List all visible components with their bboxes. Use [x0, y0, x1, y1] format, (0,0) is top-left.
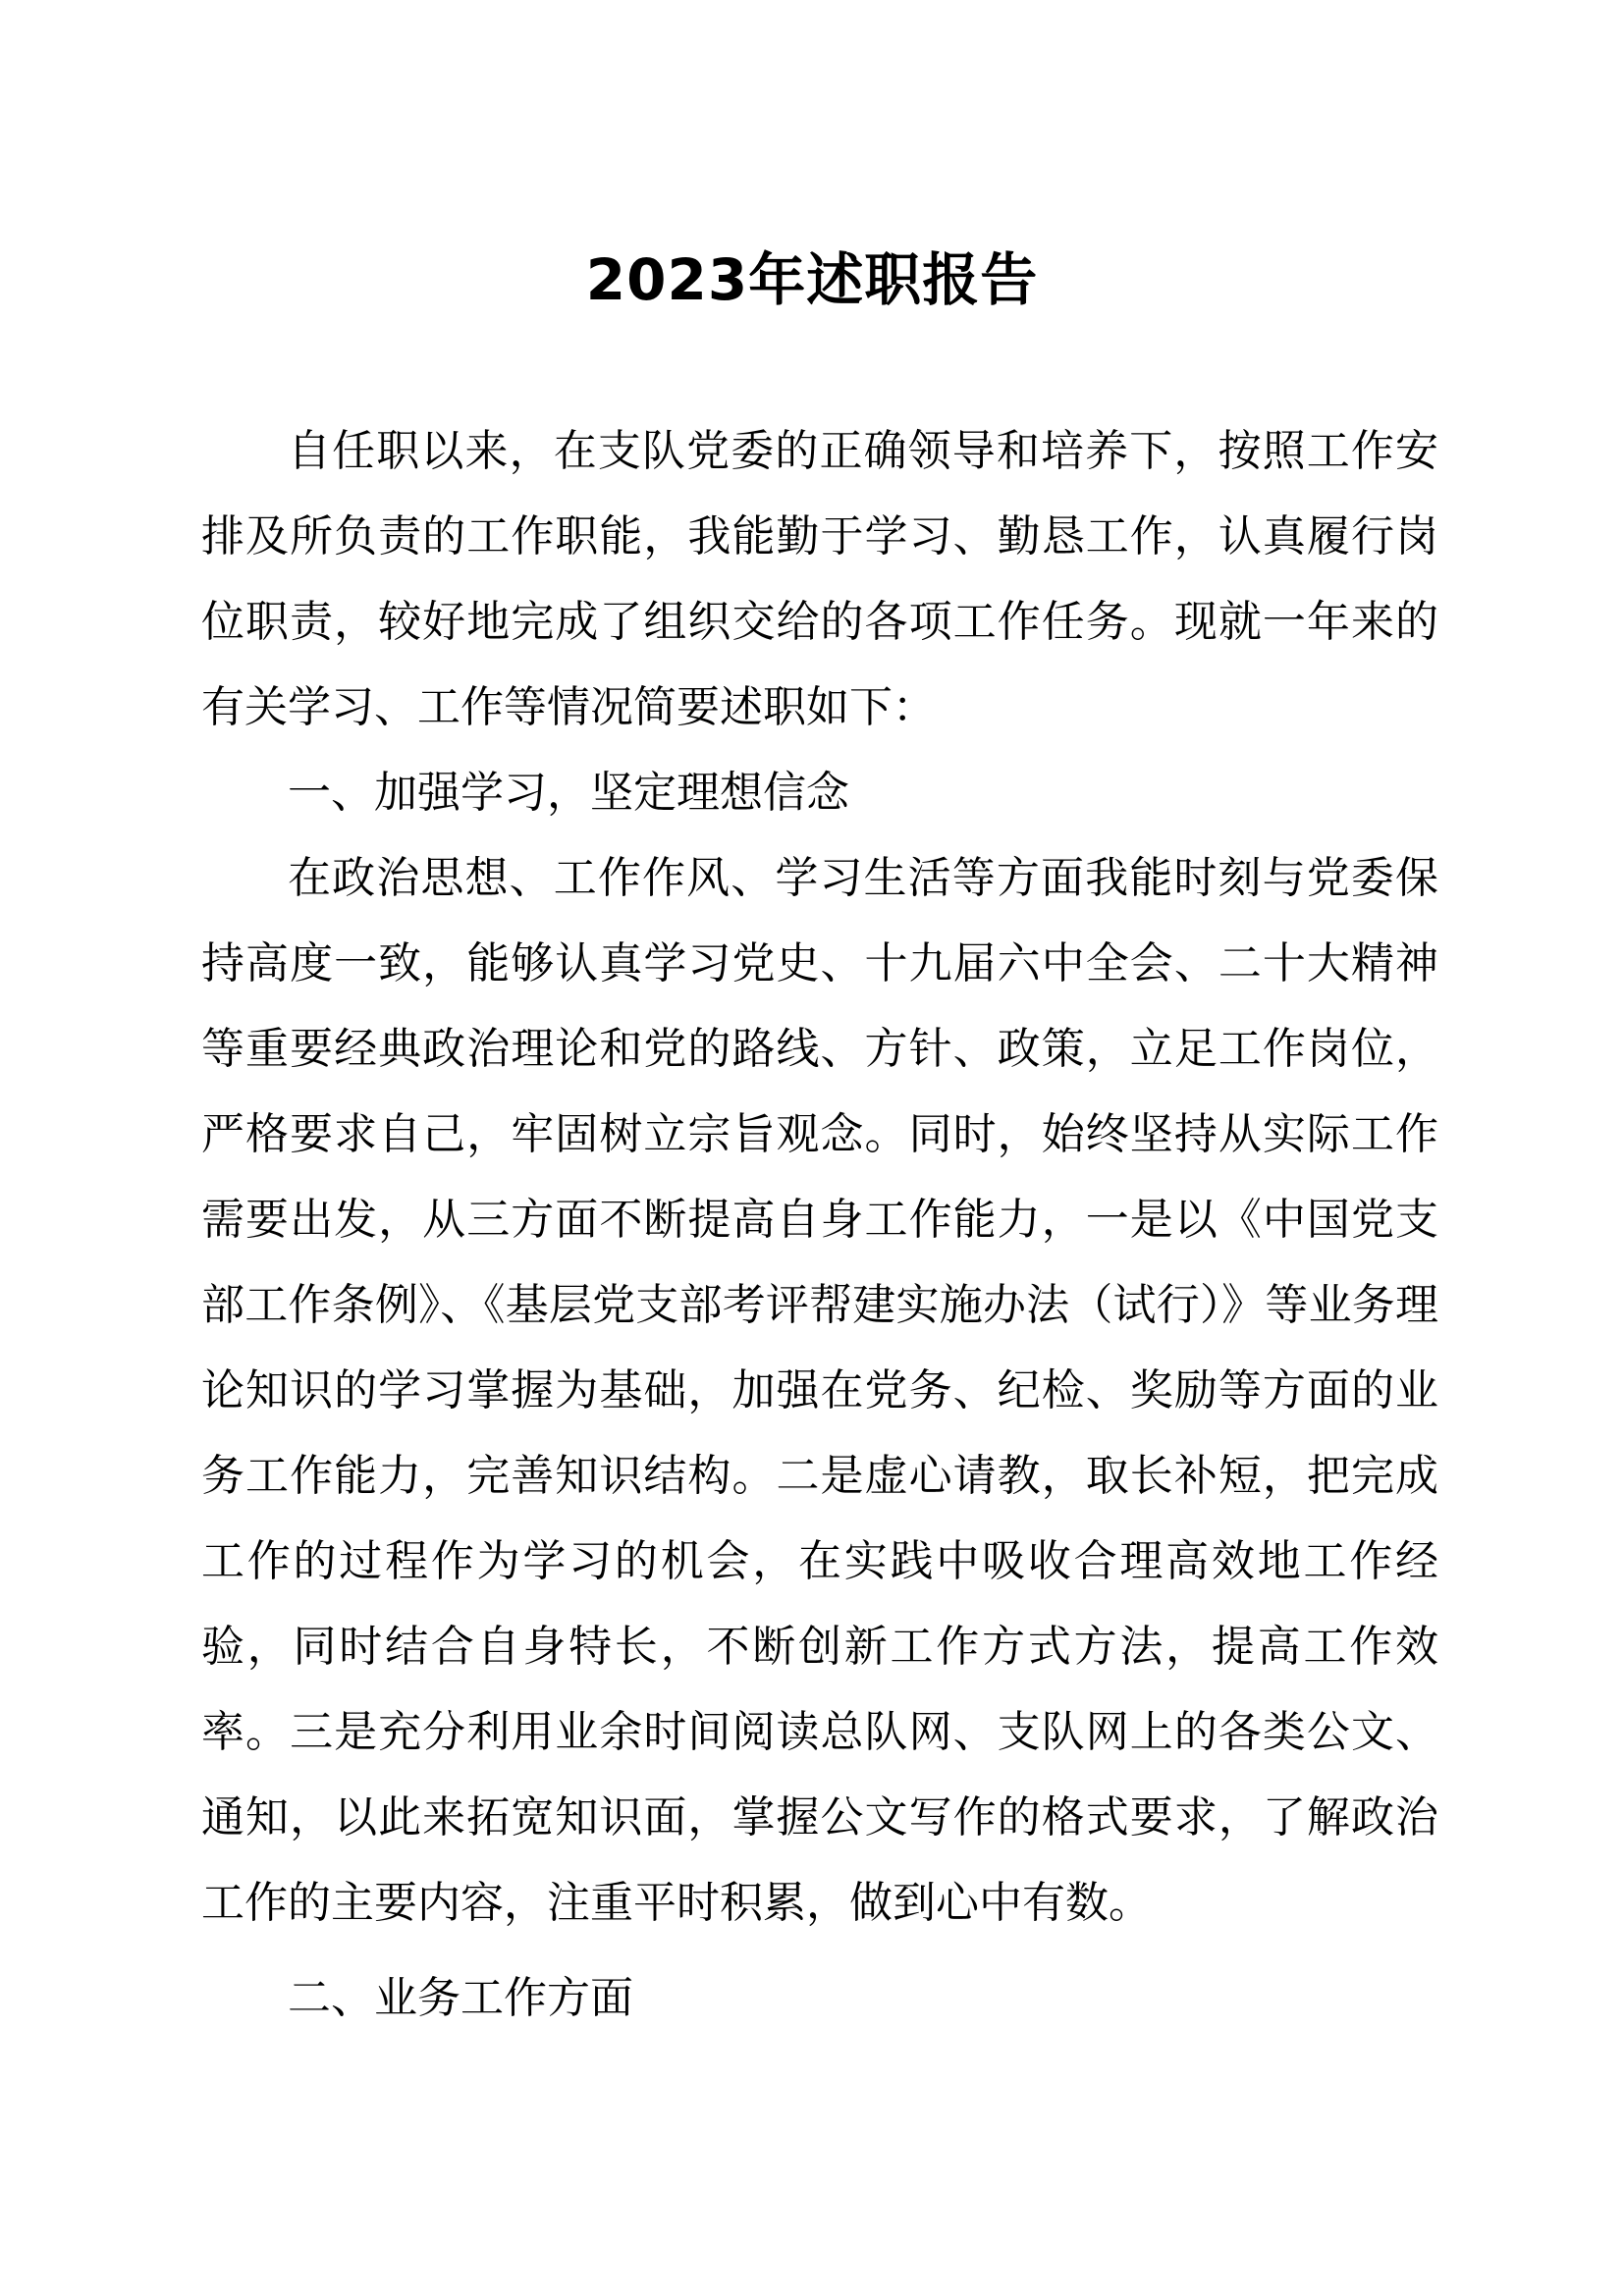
section-1-paragraph: 在政治思想、工作作风、学习生活等方面我能时刻与党委保持高度一致，能够认真学习党史、十九届六中全会、二十大精神等重要经典政治理论和党的路线、方针、政策，立足工作岗位，严格要求自己，牢固树立宗旨观念。同时，始终坚持从实际工作需要出发，从三方面不断提高自身工作能力，一是以《中国党支部工作条例》、《基层党支部考评帮建实施办法（试行）》等业务理论知识的学习掌握为基础，加强在党务、纪检、奖励等方面的业务工作能力，完善知识结构。二是虚心请教，取长补短，把完成工作的过程作为学习的机会，在实践中吸收合理高效地工作经验，同时结合自身特长，不断创新工作方式方法，提高工作效率。三是充分利用业余时间阅读总队网、支队网上的各类公文、通知，以此来拓宽知识面，掌握公文写作的格式要求，了解政治工作的主要内容，注重平时积累，做到心中有数。: [201, 853, 1438, 1928]
document-body: [201, 408, 1438, 2041]
section-heading-2: 二、业务工作方面: [288, 1973, 633, 2023]
document-title: 2023年述职报告: [585, 246, 1039, 313]
intro-paragraph: 自任职以来，在支队党委的正确领导和培养下，按照工作安排及所负责的工作职能，我能勤于学习、勤恳工作，认真履行岗位职责，较好地完成了组织交给的各项工作任务。现就一年来的有关学习、工作等情况简要述职如下：: [201, 426, 1438, 732]
section-heading-1: 一、加强学习，坚定理想信念: [288, 768, 849, 818]
